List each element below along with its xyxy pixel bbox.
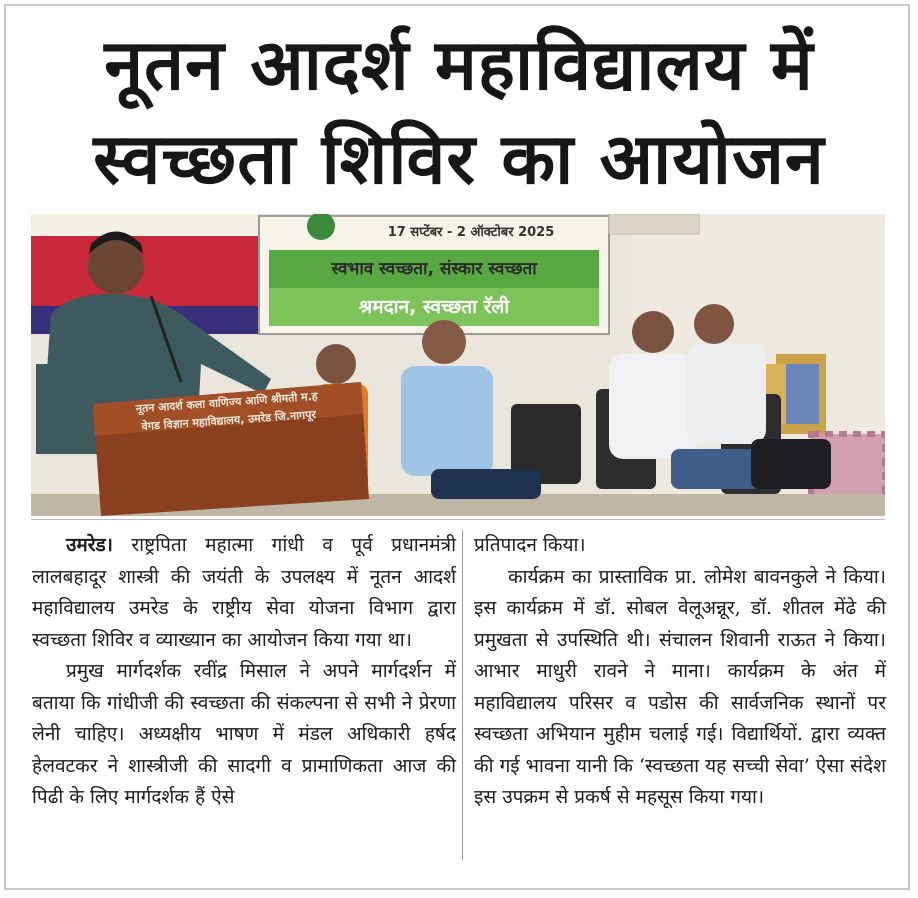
- photo-rule: [31, 519, 885, 520]
- headline-line-1: नूतन आदर्श महाविद्यालय में: [104, 24, 814, 106]
- dateline: उमरेड।: [66, 534, 113, 556]
- event-banner: [259, 214, 609, 334]
- paragraph-1-text: राष्ट्रपिता महात्मा गांधी व पूर्व प्रधानमंत्री लालबहादूर शास्त्री की जयंती के उपलक्ष्य में नूतन आदर्श महाविद्यालय उमरेड के राष्ट्रीय सेवा योजना विभाग द्वारा स्वच्छता शिविर व व्याख्यान का आयोजन किया गया था।: [32, 534, 456, 651]
- article-column-2: [474, 530, 886, 814]
- news-photo: [31, 214, 885, 516]
- article-paragraph-3: प्रतिपादन किया।: [474, 534, 586, 556]
- article-paragraph-1: [32, 530, 456, 656]
- banner-date: 17 सप्टेंबर - 2 ऑक्टोबर 2025: [387, 225, 555, 240]
- banner-slogan-2: श्रमदान, स्वच्छता रॅली: [358, 296, 510, 318]
- podium-label-2: वेगड विज्ञान महाविद्यालय, उमरेड जि.नागपूर: [141, 407, 317, 434]
- headline-line-2: स्वच्छता शिविर का आयोजन: [93, 118, 825, 200]
- article-paragraph-2: प्रमुख मार्गदर्शक रवींद्र मिसाल ने अपने मार्गदर्शन में बताया कि गांधीजी की स्वच्छता की संकल्पना से सभी ने प्रेरणा लेनी चाहिए। अध्यक्षीय भाषण में मंडल अधिकारी हर्षद हेलवटकर ने शास्त्रीजी की सादगी व प्रामाणिकता आज की पिढी के लिए मार्गदर्शक हैं ऐसे: [32, 660, 456, 808]
- banner-slogan-1: स्वभाव स्वच्छता, संस्कार स्वच्छता: [331, 259, 537, 279]
- article-column-1: [32, 530, 456, 814]
- article-paragraph-4: कार्यक्रम का प्रास्ताविक प्रा. लोमेश बावनकुले ने किया। इस कार्यक्रम में डॉ. सोबल वेलूअन्नूर, डॉ. शीतल मेंढे की प्रमुखता से उपस्थिति थी। संचालन शिवानी राऊत ने किया। आभार माधुरी रावने ने माना। कार्यक्रम के अंत में महाविद्यालय परिसर व पडोस की सार्वजनिक स्थानों पर स्वच्छता अभियान मुहीम चलाई गई। विद्यार्थियों. द्वारा व्यक्त की गई भावना यानी कि ‘स्वच्छता यह सच्ची सेवा’ ऐसा संदेश इस उपक्रम से प्रकर्ष से महसूस किया गया।: [474, 565, 886, 808]
- podium-label-1: नूतन आदर्श कला वाणिज्य आणि श्रीमती म.ह: [135, 389, 319, 416]
- column-divider: [462, 530, 463, 860]
- podium: [93, 382, 369, 516]
